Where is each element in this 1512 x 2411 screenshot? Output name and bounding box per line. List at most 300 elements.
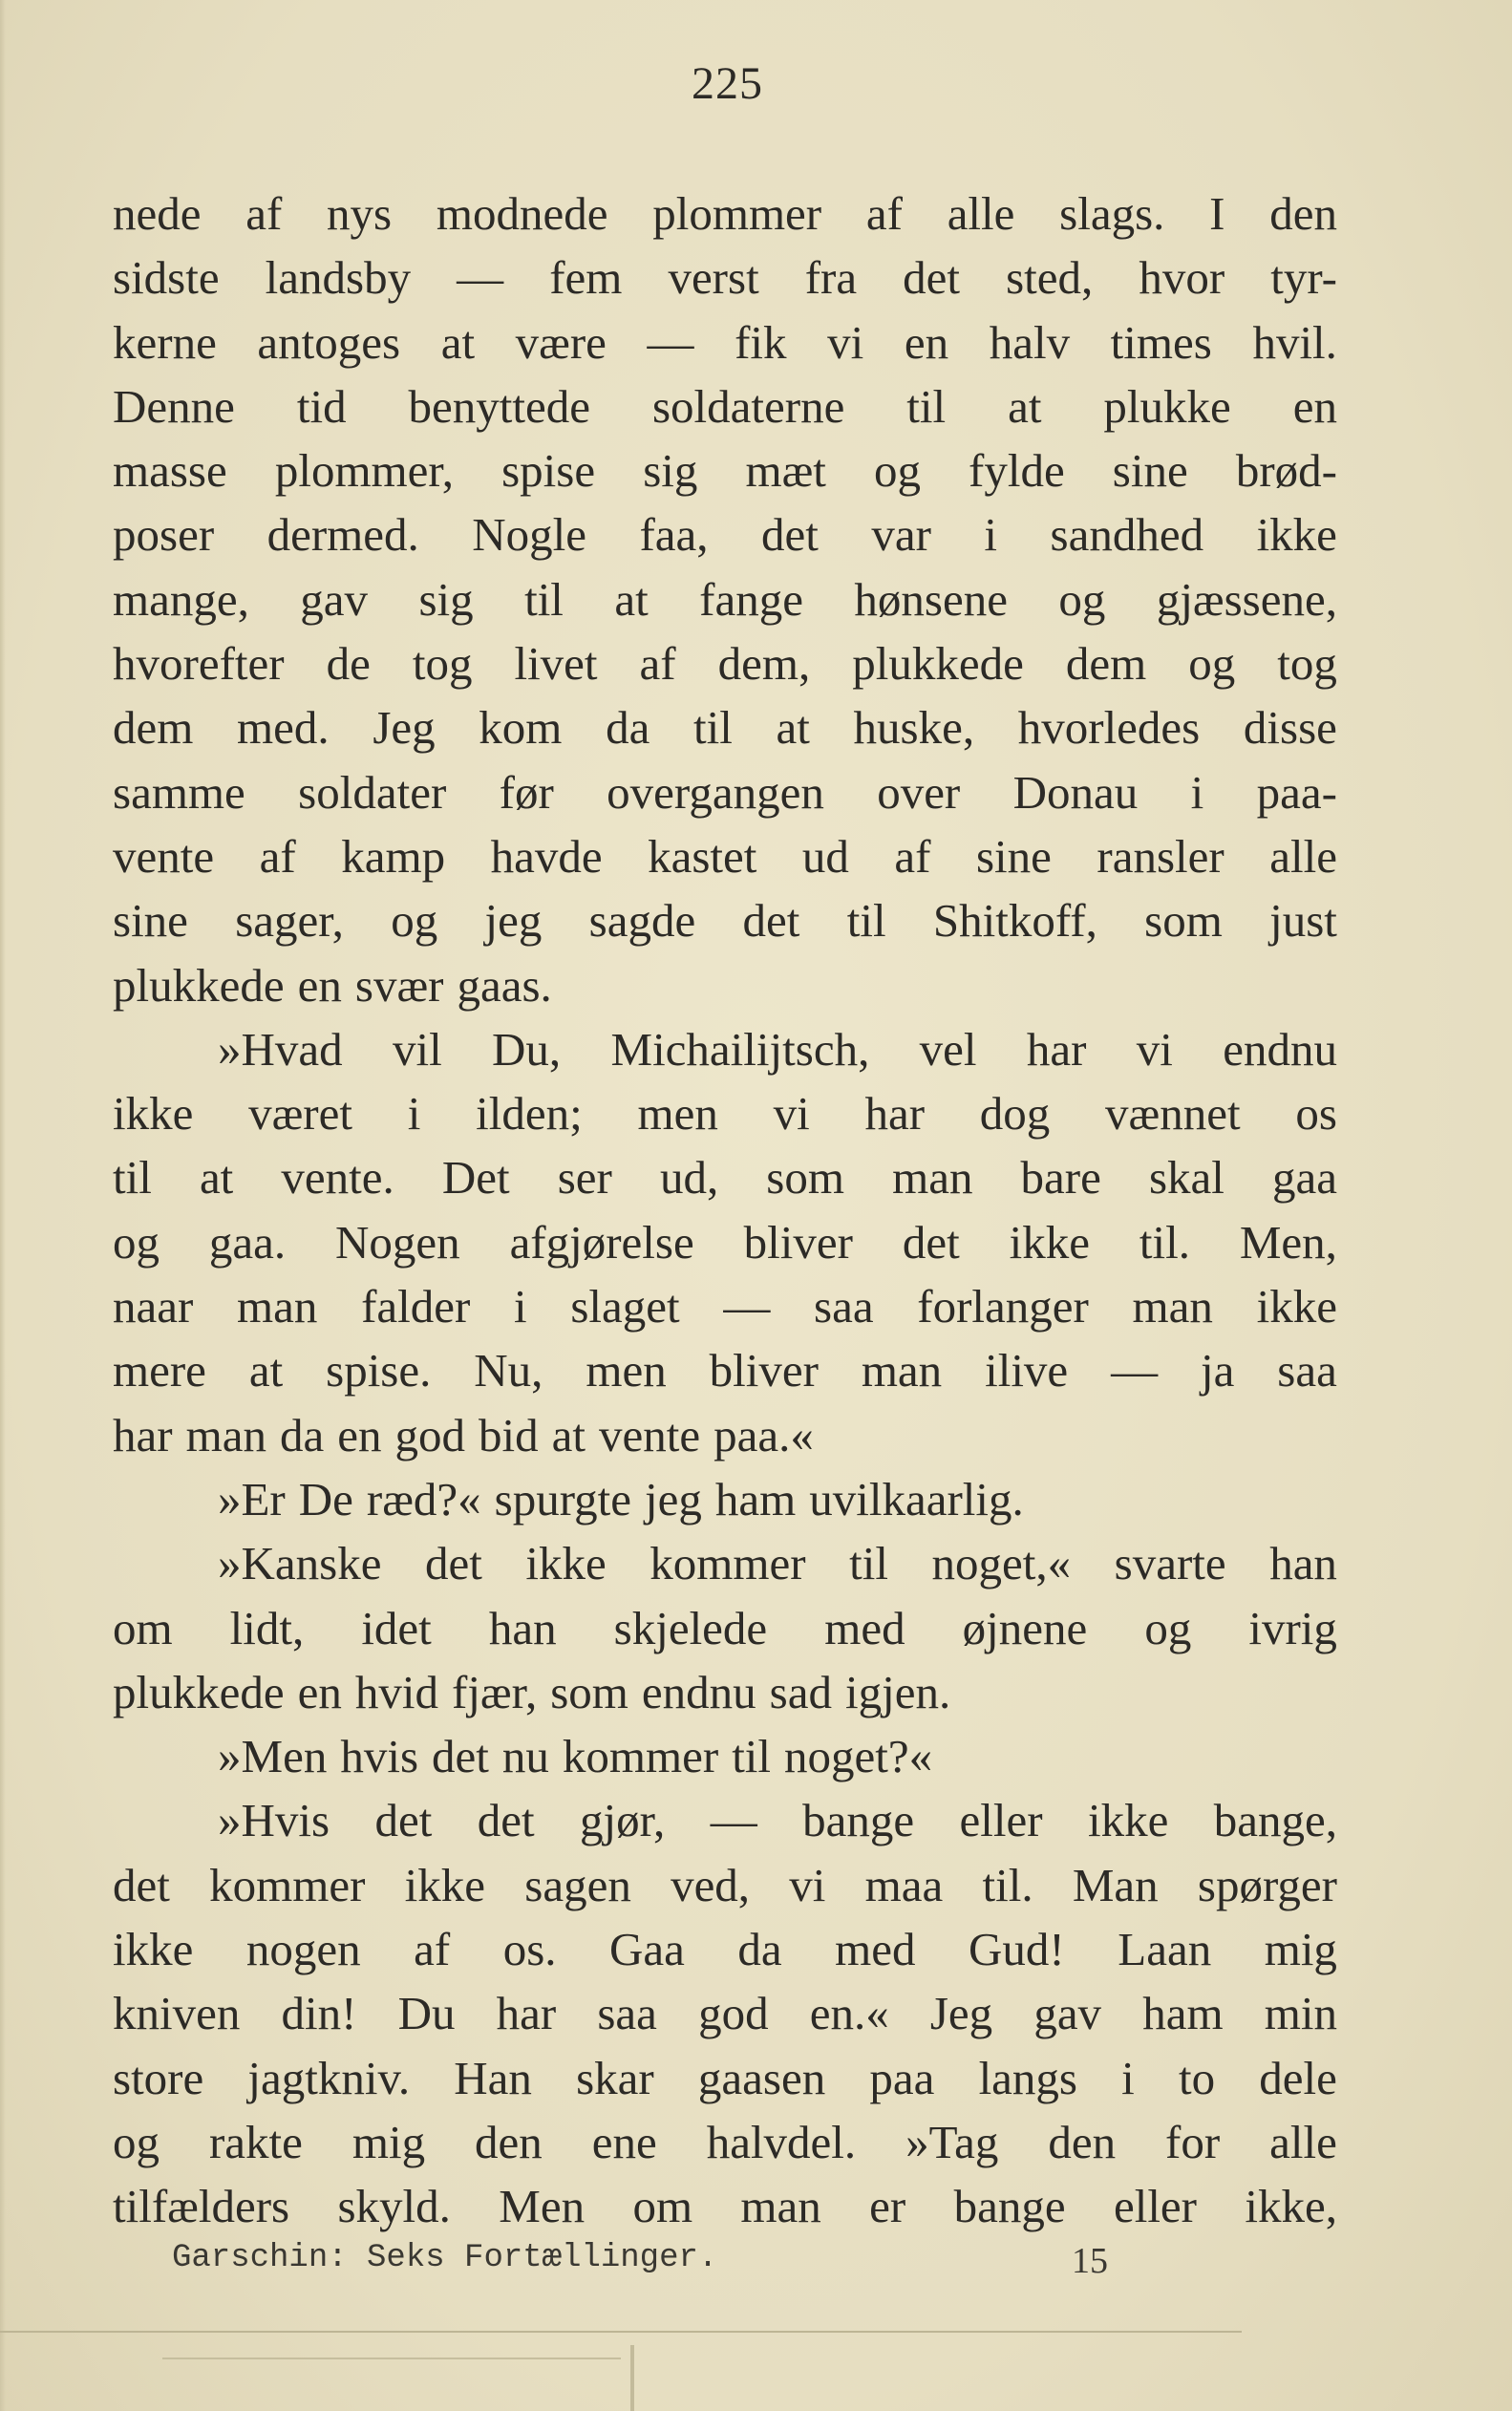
word: »Hvad — [218, 1022, 343, 1076]
word: man — [237, 1280, 318, 1334]
footer-signature: 15 — [1072, 2241, 1108, 2281]
word: hvor — [1139, 251, 1225, 305]
word: times — [1110, 315, 1212, 369]
word: en — [1292, 379, 1337, 433]
word: sidste — [113, 251, 220, 305]
word: Donau — [1012, 765, 1139, 819]
word: tog — [412, 637, 473, 691]
word: dem — [1065, 637, 1147, 691]
word: og — [1058, 572, 1106, 626]
word: det — [113, 1858, 170, 1911]
word: til — [849, 1537, 888, 1590]
word: paa — [869, 2051, 935, 2104]
word: at — [248, 1344, 284, 1398]
word: sine — [113, 894, 188, 948]
word: skal — [1148, 1151, 1225, 1205]
word: vente — [598, 1408, 701, 1462]
word: verst — [668, 251, 759, 305]
word: med. — [237, 701, 330, 755]
text-line — [113, 760, 1337, 824]
word: fik — [735, 315, 787, 369]
word: har — [1026, 1022, 1087, 1076]
text-line — [113, 374, 1337, 438]
word: gaa — [1272, 1151, 1337, 1205]
text-line — [113, 1017, 1337, 1081]
word: men — [637, 1087, 718, 1141]
footer-title: Garschin: Seks Fortællinger. — [172, 2240, 718, 2276]
word: kerne — [113, 315, 217, 369]
word: ud, — [659, 1151, 719, 1205]
word: saa — [597, 1987, 657, 2040]
word: ene — [591, 2115, 657, 2168]
word: af — [894, 829, 931, 883]
word: falder — [361, 1280, 471, 1334]
word: brød- — [1235, 444, 1337, 498]
word: var — [871, 508, 931, 562]
word: af — [259, 829, 296, 883]
word: os — [1295, 1087, 1337, 1141]
page-footer — [172, 2240, 1108, 2288]
word: ransler — [1097, 829, 1225, 883]
word: ræd?« — [366, 1472, 481, 1526]
word: alle — [1269, 829, 1337, 883]
word: som — [550, 1665, 628, 1718]
word: til. — [1139, 1215, 1190, 1269]
word: modnede — [436, 187, 608, 240]
word: nede — [113, 187, 202, 240]
text-line — [113, 310, 1337, 374]
word: bid — [478, 1408, 539, 1462]
word: om — [113, 1601, 173, 1654]
word: en — [337, 1408, 382, 1462]
word: i — [1190, 765, 1204, 819]
text-line — [113, 567, 1337, 631]
word: vil — [392, 1022, 442, 1076]
word: at — [199, 1151, 234, 1205]
word: øjnene — [962, 1601, 1088, 1654]
word: saa — [814, 1280, 874, 1334]
word: til. — [982, 1858, 1033, 1911]
word: dele — [1259, 2051, 1337, 2104]
word: Michailijtsch, — [610, 1022, 870, 1076]
word: ikke, — [1245, 2180, 1337, 2233]
text-line — [113, 953, 1337, 1017]
word: den — [1269, 187, 1337, 240]
word: vente. — [281, 1151, 394, 1205]
word: hvil. — [1252, 315, 1337, 369]
word: da — [737, 1923, 782, 1976]
word: vi — [773, 1087, 810, 1141]
word: huske, — [853, 701, 975, 755]
word: mæt — [745, 444, 826, 498]
word: alle — [1269, 2115, 1337, 2168]
word: nys — [327, 187, 393, 240]
word: — — [1111, 1344, 1159, 1398]
word: skjelede — [613, 1601, 768, 1654]
word: Men — [499, 2180, 586, 2233]
word: plukkede — [113, 1665, 285, 1718]
word: de — [326, 637, 371, 691]
word: Gud! — [969, 1923, 1065, 1976]
word: tilfælders — [113, 2180, 290, 2233]
word: god — [394, 1408, 465, 1462]
word: Denne — [113, 379, 235, 433]
word: af — [245, 187, 283, 240]
word: man — [861, 1344, 943, 1398]
word: svarte — [1114, 1537, 1226, 1590]
word: nogen — [245, 1923, 361, 1976]
word: jagtkniv. — [247, 2051, 411, 2104]
word: halv — [989, 315, 1071, 369]
word: plukke — [1103, 379, 1231, 433]
word: bange — [802, 1794, 915, 1847]
body-text — [113, 181, 1337, 2239]
word: at — [1008, 379, 1042, 433]
word: bliver — [709, 1344, 819, 1398]
word: man — [185, 1408, 266, 1462]
word: Jeg — [929, 1987, 993, 2040]
word: en — [297, 958, 342, 1012]
word: som — [1144, 894, 1223, 948]
word: sager, — [235, 894, 344, 948]
word: benyttede — [408, 379, 591, 433]
word: slaget — [570, 1280, 680, 1334]
word: Han — [454, 2051, 532, 2104]
word: ikke — [113, 1923, 194, 1976]
word: dem — [113, 701, 194, 755]
word: for — [1165, 2115, 1221, 2168]
word: før — [499, 765, 554, 819]
word: i — [1121, 2051, 1135, 2104]
word: han — [1269, 1537, 1337, 1590]
word: kastet — [648, 829, 757, 883]
text-line — [113, 1596, 1337, 1660]
word: god — [698, 1987, 769, 2040]
word: livet — [514, 637, 598, 691]
bottom-divider-secondary — [162, 2358, 621, 2359]
word: endnu — [1223, 1022, 1337, 1076]
word: hvorefter — [113, 637, 285, 691]
text-line — [113, 1403, 1337, 1467]
word: svær — [354, 958, 444, 1012]
word: over — [877, 765, 961, 819]
word: plukkede — [852, 637, 1024, 691]
word: i — [984, 508, 998, 562]
word: kamp — [341, 829, 446, 883]
word: og — [113, 1215, 160, 1269]
word: til — [732, 1730, 772, 1783]
word: skyld. — [337, 2180, 451, 2233]
word: i — [407, 1087, 421, 1141]
word: bliver — [743, 1215, 853, 1269]
page-number: 225 — [692, 58, 763, 109]
word: Du, — [492, 1022, 562, 1076]
word: ja — [1201, 1344, 1235, 1398]
word: overgangen — [607, 765, 824, 819]
word: ivrig — [1248, 1601, 1337, 1654]
word: bare — [1020, 1151, 1101, 1205]
word: naar — [113, 1280, 194, 1334]
word: fange — [699, 572, 803, 626]
word: ud — [801, 829, 849, 883]
word: igjen. — [845, 1665, 951, 1718]
word: hønsene — [854, 572, 1008, 626]
word: vi — [1136, 1022, 1173, 1076]
word: fjær, — [452, 1665, 538, 1718]
word: mig — [1264, 1923, 1337, 1976]
word: jeg — [645, 1472, 702, 1526]
word: vente — [113, 829, 215, 883]
text-line — [113, 824, 1337, 888]
word: sagen — [524, 1858, 631, 1911]
word: dem, — [717, 637, 811, 691]
word: hvis — [340, 1730, 419, 1783]
word: havde — [490, 829, 603, 883]
word: til — [846, 894, 886, 948]
text-line — [113, 1274, 1337, 1338]
word: noget?« — [784, 1730, 933, 1783]
word: sine — [1112, 444, 1188, 498]
word: Shitkoff, — [932, 894, 1097, 948]
text-line — [113, 1788, 1337, 1852]
word: gav — [1033, 1987, 1102, 2040]
word: men — [586, 1344, 667, 1398]
word: været — [248, 1087, 352, 1141]
word: ved, — [671, 1858, 751, 1911]
word: landsby — [265, 251, 412, 305]
word: man — [892, 1151, 973, 1205]
word: sine — [975, 829, 1052, 883]
word: Nogle — [472, 508, 587, 562]
word: i — [514, 1280, 527, 1334]
word: gjør, — [580, 1794, 666, 1847]
word: man — [740, 2180, 821, 2233]
word: hvorledes — [1017, 701, 1201, 755]
text-line — [113, 888, 1337, 952]
word: Jeg — [373, 701, 436, 755]
word: jeg — [484, 894, 543, 948]
word: Gaa — [609, 1923, 685, 1976]
word: det — [432, 1730, 489, 1783]
word: disse — [1243, 701, 1337, 755]
word: tyr- — [1270, 251, 1337, 305]
word: være — [515, 315, 607, 369]
word: det — [374, 1794, 433, 1847]
word: og — [873, 444, 921, 498]
word: soldaterne — [651, 379, 845, 433]
word: kommer — [650, 1537, 806, 1590]
word: sig — [643, 444, 698, 498]
word: som — [766, 1151, 844, 1205]
word: plommer — [652, 187, 822, 240]
word: sad — [769, 1665, 832, 1718]
word: store — [113, 2051, 204, 2104]
word: Men, — [1239, 1215, 1337, 1269]
text-line — [113, 181, 1337, 245]
word: — — [457, 251, 504, 305]
word: til — [692, 701, 733, 755]
word: fem — [549, 251, 623, 305]
word: har — [496, 1987, 557, 2040]
word: fylde — [969, 444, 1065, 498]
word: har — [113, 1408, 173, 1462]
text-line — [113, 438, 1337, 502]
word: ilive — [985, 1344, 1069, 1398]
word: — — [710, 1794, 757, 1847]
word: sagde — [588, 894, 696, 948]
word: det — [902, 1215, 960, 1269]
word: om — [632, 2180, 693, 2233]
word: slags. — [1059, 187, 1165, 240]
word: soldater — [298, 765, 447, 819]
word: kom — [479, 701, 563, 755]
word: ikke — [404, 1858, 486, 1911]
text-line — [113, 1724, 1337, 1788]
word: kniven — [113, 1987, 241, 2040]
word: Nogen — [335, 1215, 460, 1269]
word: vel — [919, 1022, 977, 1076]
bottom-divider — [0, 2331, 1242, 2333]
word: ikke — [1009, 1215, 1090, 1269]
word: Laan — [1118, 1923, 1212, 1976]
word: til — [113, 1151, 152, 1205]
word: afgjørelse — [509, 1215, 694, 1269]
word: ikke — [1256, 508, 1337, 562]
word: af — [865, 187, 903, 240]
word: tog — [1277, 637, 1337, 691]
word: bange, — [1213, 1794, 1337, 1847]
word: hvid — [354, 1665, 438, 1718]
word: ilden; — [476, 1087, 583, 1141]
word: langs — [978, 2051, 1077, 2104]
word: gaasen — [697, 2051, 826, 2104]
word: mange, — [113, 572, 249, 626]
word: man — [1132, 1280, 1213, 1334]
word: Det — [441, 1151, 510, 1205]
word: min — [1264, 1987, 1337, 2040]
word: idet — [361, 1601, 432, 1654]
word: vi — [827, 315, 864, 369]
page-left-edge — [0, 0, 6, 2411]
word: plukkede — [113, 958, 285, 1012]
word: ikke — [1256, 1280, 1337, 1334]
word: to — [1178, 2051, 1216, 2104]
word: De — [298, 1472, 353, 1526]
text-line — [113, 2046, 1337, 2110]
word: en — [297, 1665, 342, 1718]
word: just — [1269, 894, 1337, 948]
word: dog — [979, 1087, 1051, 1141]
word: lidt, — [229, 1601, 305, 1654]
word: er — [869, 2180, 906, 2233]
word: af — [414, 1923, 451, 1976]
word: den — [1048, 2115, 1117, 2168]
word: og — [113, 2115, 160, 2168]
word: en — [904, 315, 949, 369]
word: plommer, — [274, 444, 455, 498]
word: eller — [959, 1794, 1043, 1847]
word: rakte — [208, 2115, 303, 2168]
word: din! — [281, 1987, 357, 2040]
word: han — [488, 1601, 557, 1654]
word: Man — [1072, 1858, 1159, 1911]
word: at — [440, 315, 476, 369]
word: og — [391, 894, 438, 948]
word: det — [424, 1537, 482, 1590]
word: »Kanske — [218, 1537, 382, 1590]
word: og — [1144, 1601, 1192, 1654]
word: »Men — [218, 1730, 328, 1783]
word: fra — [804, 251, 858, 305]
word: ikke — [525, 1537, 607, 1590]
word: en.« — [809, 1987, 889, 2040]
text-line — [113, 1145, 1337, 1209]
word: sig — [418, 572, 474, 626]
word: af — [639, 637, 676, 691]
word: da — [606, 701, 650, 755]
word: og — [1188, 637, 1236, 691]
text-line — [113, 1660, 1337, 1724]
word: at — [551, 1408, 586, 1462]
word: noget,« — [931, 1537, 1072, 1590]
word: at — [614, 572, 649, 626]
word: endnu — [641, 1665, 756, 1718]
word: det — [761, 508, 819, 562]
word: gaas. — [457, 958, 552, 1012]
text-line — [113, 1467, 1337, 1531]
word: til — [524, 572, 564, 626]
word: — — [723, 1280, 771, 1334]
text-line — [113, 695, 1337, 759]
word: gjæssene, — [1156, 572, 1337, 626]
word: ikke — [1087, 1794, 1169, 1847]
word: ham — [714, 1472, 797, 1526]
word: maa — [864, 1858, 944, 1911]
word: — — [647, 315, 694, 369]
word: Nu, — [474, 1344, 543, 1398]
word: mere — [113, 1344, 206, 1398]
text-line — [113, 2174, 1337, 2238]
word: Du — [397, 1987, 456, 2040]
text-line — [113, 1081, 1337, 1145]
word: det — [903, 251, 961, 305]
text-line — [113, 1853, 1337, 1917]
word: paa- — [1256, 765, 1337, 819]
text-line — [113, 1338, 1337, 1402]
word: »Er — [218, 1472, 286, 1526]
word: I — [1209, 187, 1225, 240]
word: sandhed — [1050, 508, 1204, 562]
word: sted, — [1006, 251, 1094, 305]
word: med — [835, 1923, 916, 1976]
word: med — [824, 1601, 905, 1654]
word: til — [906, 379, 947, 433]
text-line — [113, 1210, 1337, 1274]
word: da — [279, 1408, 325, 1462]
word: at — [776, 701, 810, 755]
word: gav — [300, 572, 369, 626]
word: mig — [351, 2115, 426, 2168]
word: »Tag — [905, 2115, 999, 2168]
word: spise. — [326, 1344, 432, 1398]
word: poser — [113, 508, 215, 562]
word: nu — [501, 1730, 549, 1783]
text-line — [113, 631, 1337, 695]
word: masse — [113, 444, 227, 498]
text-line — [113, 1531, 1337, 1595]
word: »Hvis — [218, 1794, 330, 1847]
word: vænnet — [1105, 1087, 1241, 1141]
